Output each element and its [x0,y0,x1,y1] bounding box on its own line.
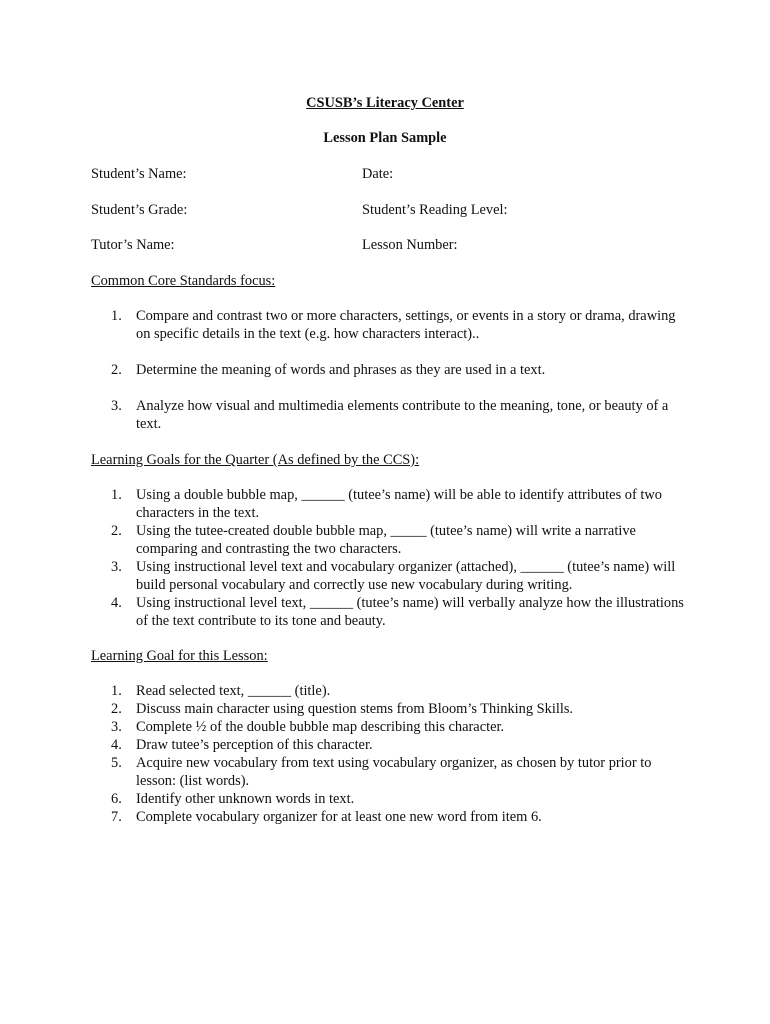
lesson-number-label: Lesson Number: [362,237,458,253]
standards-list [91,307,691,433]
tutor-name-label: Tutor’s Name: [91,237,175,253]
list-item: 1. Read selected text, ______ (title). [111,683,331,699]
document-title: CSUSB’s Literacy Center [306,95,464,111]
student-grade-label: Student’s Grade: [91,202,188,218]
list-item: 3. Complete ½ of the double bubble map describing this character. [111,719,505,735]
list-item: 5. Acquire new vocabulary from text using vocabulary organizer, as chosen by tutor prior to lesson: (list words). [111,755,652,789]
list-item: 2. Discuss main character using question stems from Bloom’s Thinking Skills. [111,701,574,717]
list-item: 1. Using a double bubble map, ______ (tutee’s name) will be able to identify attributes of two characters in the text. [111,487,662,521]
list-item: 7. Complete vocabulary organizer for at least one new word from item 6. [111,809,542,825]
student-name-label: Student’s Name: [91,166,187,182]
list-item: 4. Draw tutee’s perception of this character. [111,737,373,753]
list-item: 1. Compare and contrast two or more characters, settings, or events in a story or drama, drawing on specific details in the text (e.g. how characters interact).. [111,308,676,342]
list-item: 2. Using the tutee-created double bubble map, _____ (tutee’s name) will write a narrative comparing and contrasting the two characters. [111,523,636,557]
lesson-goals-list [91,682,691,826]
lesson-goals-heading: Learning Goal for this Lesson: [91,648,268,664]
list-item: 6. Identify other unknown words in text. [111,791,355,807]
list-item: 3. Analyze how visual and multimedia elements contribute to the meaning, tone, or beauty of a text. [111,398,669,432]
date-label: Date: [362,166,394,182]
list-item: 3. Using instructional level text and vocabulary organizer (attached), ______ (tutee’s name) will build personal vocabulary and correctly use new vocabulary during writing. [111,559,676,593]
reading-level-label: Student’s Reading Level: [362,202,508,218]
standards-heading: Common Core Standards focus: [91,273,276,289]
list-item: 4. Using instructional level text, ______ (tutee’s name) will verbally analyze how the illustrations of the text contribute to its tone and beauty. [111,595,684,629]
list-item: 2. Determine the meaning of words and phrases as they are used in a text. [111,362,546,378]
quarter-goals-list [91,486,691,630]
quarter-goals-heading: Learning Goals for the Quarter (As defined by the CCS): [91,452,420,468]
document-subtitle: Lesson Plan Sample [323,130,447,146]
